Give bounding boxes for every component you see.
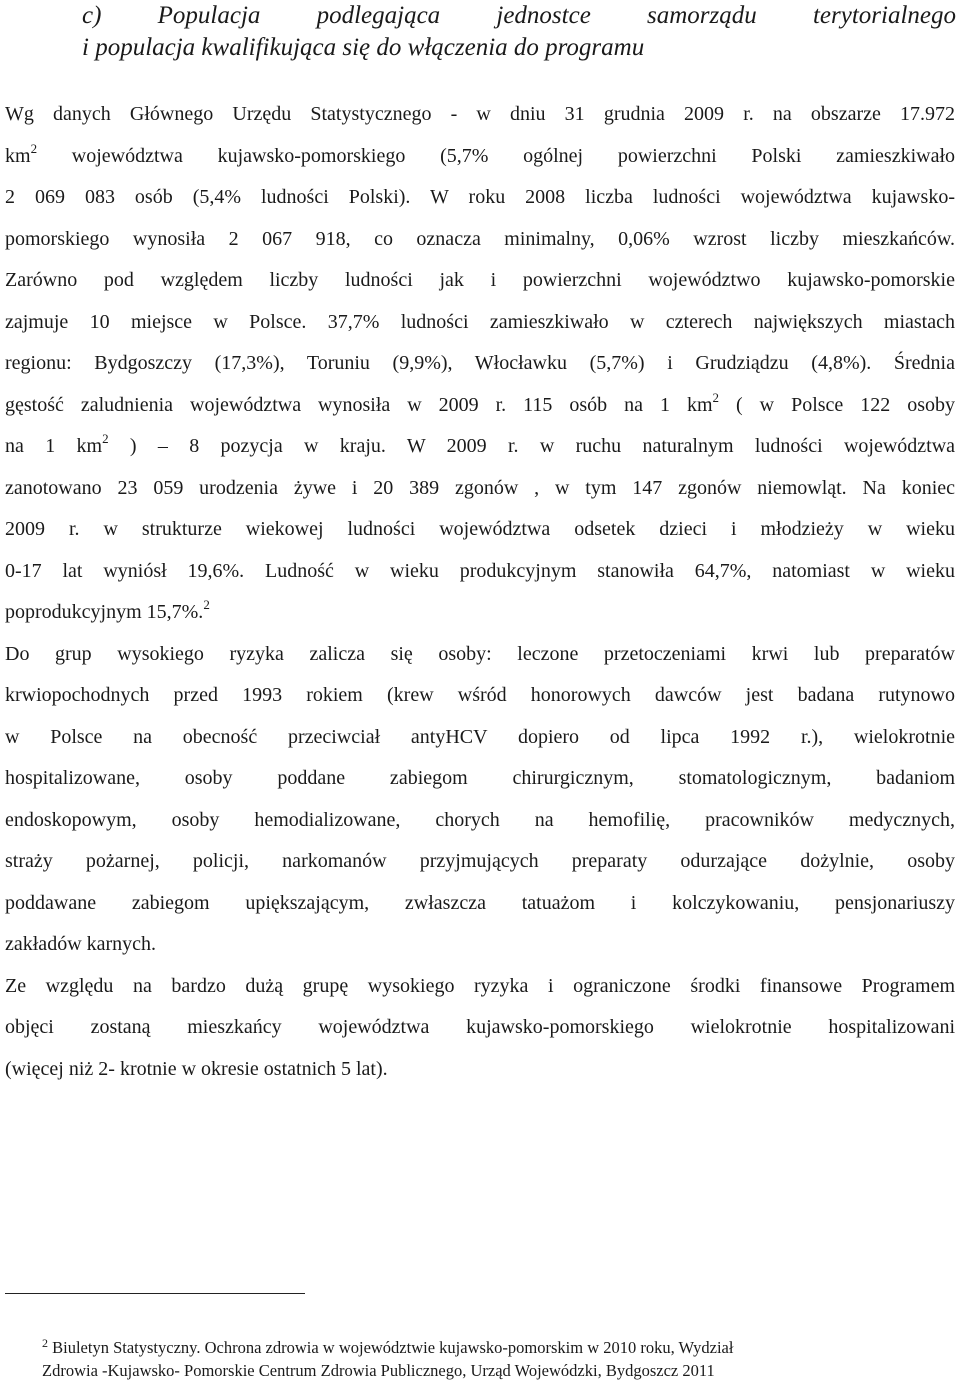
paragraph-line: hospitalizowane, osoby poddane zabiegom chirurgicznym, stomatologicznym, badaniom	[5, 767, 955, 789]
footnote-text: Biuletyn Statystyczny. Ochrona zdrowia w województwie kujawsko-pomorskim w 2010 roku, Wydział	[52, 1338, 734, 1357]
superscript: 2	[102, 431, 109, 446]
paragraph-line: 2009 r. w strukturze wiekowej ludności województwa odsetek dzieci i młodzieży w wieku	[5, 518, 955, 540]
section-heading-line-1: c) Populacja podlegająca jednostce samorządu terytorialnego	[82, 2, 956, 29]
dash: –	[157, 435, 168, 457]
paragraph-line: Do grup wysokiego ryzyka zalicza się osoby: leczone przetoczeniami krwi lub preparatów	[5, 642, 955, 665]
paragraph-line: 0-17 lat wyniósł 19,6%. Ludność w wieku produkcyjnym stanowiła 64,7%, natomiast w wieku	[5, 559, 955, 582]
paragraph-line: zanotowano 23 059 urodzenia żywe i 20 389 zgonów , w tym 147 zgonów niemowląt. Na koniec	[5, 476, 955, 499]
unit-km: na 1 km	[5, 435, 103, 457]
footnote-line-1	[42, 1336, 942, 1359]
paragraph-line-text: województwa kujawsko-pomorskiego (5,7% ogólnej powierzchni Polski zamieszkiwało	[71, 144, 956, 167]
paragraph-line: straży pożarnej, policji, narkomanów przyjmujących preparaty odurzające dożylnie, osoby	[5, 850, 955, 872]
paragraph-line-text: poprodukcyjnym 15,7%.	[5, 601, 204, 623]
paragraph-line: zajmuje 10 miejsce w Polsce. 37,7% ludności zamieszkiwało w czterech największych miastach	[5, 310, 955, 333]
paragraph-line: endoskopowym, osoby hemodializowane, chorych na hemofilię, pracowników medycznych,	[5, 808, 955, 831]
paragraph-line: krwiopochodnych przed 1993 rokiem (krew wśród honorowych dawców jest badana rutynowo	[5, 684, 955, 706]
section-heading	[82, 0, 956, 64]
body-text	[5, 94, 955, 1090]
paragraph-line	[5, 426, 955, 468]
paragraph-line-text: gęstość zaludnienia województwa wynosiła w 2009 r. 115 osób na	[5, 393, 644, 416]
paragraph-line: (więcej niż 2- krotnie w okresie ostatnich 5 lat).	[5, 1057, 388, 1080]
paragraph-line: zakładów karnych.	[5, 933, 157, 955]
paragraph-line-text: ( w Polsce 122 osoby	[736, 393, 956, 416]
paragraph-line	[5, 592, 955, 634]
unit-km: 1 km	[660, 393, 713, 416]
paragraph-line	[5, 136, 955, 178]
unit-km: km	[5, 144, 31, 167]
footnote-line-2: Zdrowia -Kujawsko- Pomorskie Centrum Zdrowia Publicznego, Urząd Wojewódzki, Bydgoszcz 2011	[42, 1361, 715, 1380]
paragraph-line: Wg danych Głównego Urzędu Statystycznego - w dniu 31 grudnia 2009 r. na obszarze 17.972	[5, 103, 955, 125]
paragraph-line: Ze względu na bardzo dużą grupę wysokiego ryzyka i ograniczone środki finansowe Programem	[5, 974, 955, 997]
paren: )	[129, 435, 137, 457]
paragraph-line: poddawane zabiegom upiększającym, zwłaszcza tatuażom i kolczykowaniu, pensjonariuszy	[5, 891, 955, 914]
footnote-reference[interactable]: 2	[203, 597, 210, 612]
footnote-number: 2	[42, 1336, 48, 1350]
footnote-divider	[5, 1293, 305, 1294]
paragraph-line: objęci zostaną mieszkańcy województwa kujawsko-pomorskiego wielokrotnie hospitalizowani	[5, 1016, 955, 1038]
paragraph-line: regionu: Bydgoszczy (17,3%), Toruniu (9,9%), Włocławku (5,7%) i Grudziądzu (4,8%). Średnia	[5, 352, 955, 374]
paragraph-line: w Polsce na obecność przeciwciał antyHCV dopiero od lipca 1992 r.), wielokrotnie	[5, 725, 955, 748]
paragraph-line: 2 069 083 osób (5,4% ludności Polski). W roku 2008 liczba ludności województwa kujawsko-	[5, 186, 955, 208]
footnote	[42, 1336, 942, 1382]
paragraph-line-text: 8 pozycja w kraju. W 2009 r. w ruchu naturalnym ludności województwa	[189, 435, 956, 457]
superscript: 2	[712, 389, 720, 405]
section-heading-line-2: i populacja kwalifikująca się do włączenia do programu	[82, 34, 645, 61]
paragraph-line	[5, 385, 955, 427]
paragraph-line: Zarówno pod względem liczby ludności jak i powierzchni województwo kujawsko-pomorskie	[5, 269, 955, 291]
superscript: 2	[30, 140, 38, 156]
paragraph-line: pomorskiego wynosiła 2 067 918, co oznacza minimalny, 0,06% wzrost liczby mieszkańców.	[5, 227, 955, 250]
